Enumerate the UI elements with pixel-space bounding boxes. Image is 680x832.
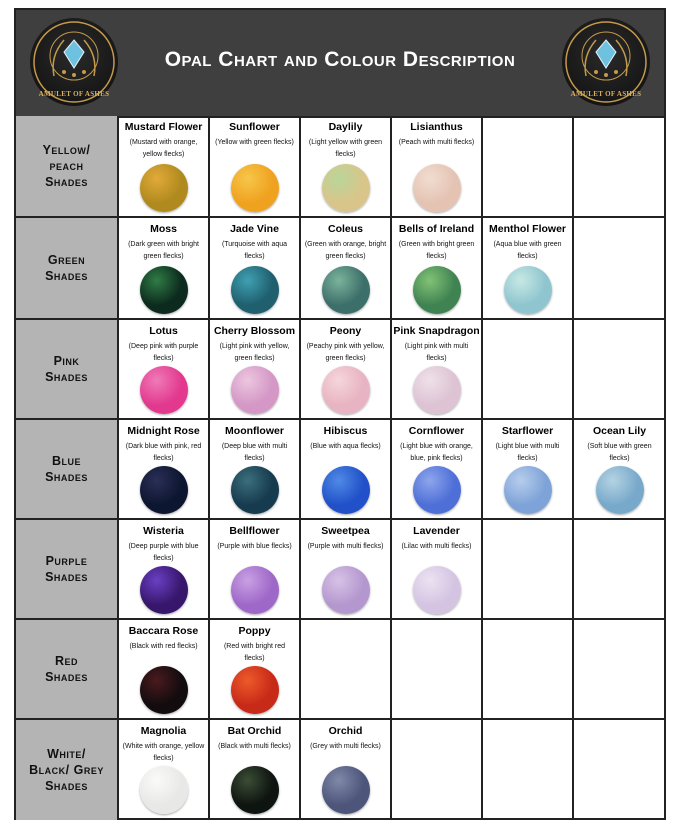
opal-name: Ocean Lily [592, 425, 647, 437]
opal-name: Sweetpea [321, 525, 370, 537]
opal-description: (Light yellow with green flecks) [308, 139, 383, 158]
opal-name: Lotus [149, 325, 178, 337]
opal-stone-swatch [322, 366, 370, 414]
opal-stone-swatch [596, 466, 644, 514]
opal-name: Lisianthus [410, 121, 463, 133]
empty-cell [574, 218, 665, 318]
empty-cell [483, 320, 574, 418]
opal-cell [119, 420, 210, 518]
opal-cell [392, 116, 483, 216]
opal-stone-swatch [231, 466, 279, 514]
opal-name: Pink Snapdragon [393, 325, 480, 337]
opal-cell [210, 720, 301, 820]
row-label-text: Purple Shades [45, 554, 88, 584]
opal-name: Sunflower [229, 121, 280, 133]
row-label [16, 420, 119, 518]
opal-description: (Deep blue with multi flecks) [221, 443, 288, 462]
row-label [16, 520, 119, 618]
opal-description: (Light pink with yellow, green flecks) [219, 343, 290, 362]
row-label [16, 620, 119, 718]
empty-cell [574, 520, 665, 618]
opal-name: Orchid [328, 725, 363, 737]
opal-description: (Green with bright green flecks) [398, 241, 475, 260]
opal-cell [210, 116, 301, 216]
opal-cell [392, 320, 483, 418]
opal-stone-swatch [322, 266, 370, 314]
opal-description: (Mustard with orange, yellow flecks) [129, 139, 198, 158]
opal-name: Cornflower [408, 425, 465, 437]
opal-chart [14, 8, 666, 820]
empty-cell [574, 720, 665, 820]
opal-description: (Lilac with multi flecks) [401, 543, 472, 550]
opal-description: (Turquoise with aqua flecks) [221, 241, 288, 260]
opal-cell [483, 218, 574, 318]
chart-header [16, 10, 664, 118]
opal-name: Hibiscus [323, 425, 368, 437]
page-title: Opal Chart and Colour Description [164, 48, 516, 71]
opal-name: Moonflower [225, 425, 284, 437]
opal-cell [392, 420, 483, 518]
opal-stone-swatch [231, 266, 279, 314]
shade-row [16, 320, 664, 420]
opal-description: (Soft blue with green flecks) [587, 443, 652, 462]
opal-stone-swatch [413, 366, 461, 414]
shade-row [16, 720, 664, 820]
opal-description: (Light pink with multi flecks) [404, 343, 469, 362]
opal-description: (Aqua blue with green flecks) [493, 241, 562, 260]
shade-row [16, 218, 664, 320]
opal-name: Mustard Flower [124, 121, 203, 133]
empty-cell [392, 620, 483, 718]
opal-cell [119, 520, 210, 618]
opal-name: Bat Orchid [227, 725, 282, 737]
opal-description: (Grey with multi flecks) [310, 743, 381, 750]
opal-name: Wisteria [143, 525, 184, 537]
opal-stone-swatch [140, 366, 188, 414]
opal-cell [301, 320, 392, 418]
opal-description: (Light blue with multi flecks) [495, 443, 560, 462]
row-label-text: White/ Black/ Grey Shades [29, 747, 104, 793]
opal-cell [210, 520, 301, 618]
opal-stone-swatch [231, 366, 279, 414]
opal-cell [301, 116, 392, 216]
opal-stone-swatch [504, 466, 552, 514]
opal-description: (Black with multi flecks) [218, 743, 291, 750]
opal-description: (White with orange, yellow flecks) [122, 743, 205, 762]
opal-name: Magnolia [140, 725, 187, 737]
opal-cell [574, 420, 665, 518]
opal-stone-swatch [322, 566, 370, 614]
opal-name: Moss [150, 223, 177, 235]
opal-name: Cherry Blossom [213, 325, 296, 337]
opal-stone-swatch [413, 466, 461, 514]
row-label [16, 116, 119, 216]
opal-stone-swatch [231, 164, 279, 212]
opal-stone-swatch [140, 164, 188, 212]
opal-cell [210, 420, 301, 518]
amulet-of-ashes-logo [562, 18, 650, 106]
opal-description: (Purple with blue flecks) [217, 543, 292, 550]
opal-stone-swatch [413, 566, 461, 614]
opal-description: (Light blue with orange, blue, pink flecks) [400, 443, 473, 462]
opal-description: (Peach with multi flecks) [398, 139, 475, 146]
opal-cell [483, 420, 574, 518]
opal-stone-swatch [140, 766, 188, 814]
opal-cell [210, 218, 301, 318]
empty-cell [301, 620, 392, 718]
opal-description: (Peachy pink with yellow, green flecks) [306, 343, 385, 362]
row-label-text: Green Shades [45, 253, 88, 283]
opal-stone-swatch [140, 666, 188, 714]
row-label-text: Yellow/ peach Shades [42, 143, 91, 189]
empty-cell [483, 116, 574, 216]
opal-description: (Green with orange, bright green flecks) [304, 241, 387, 260]
opal-description: (Purple with multi flecks) [307, 543, 384, 550]
opal-cell [119, 116, 210, 216]
opal-cell [119, 620, 210, 718]
opal-name: Poppy [238, 625, 271, 637]
opal-description: (Yellow with green flecks) [215, 139, 294, 146]
opal-name: Coleus [327, 223, 363, 235]
opal-name: Baccara Rose [128, 625, 199, 637]
empty-cell [392, 720, 483, 820]
opal-description: (Deep pink with purple flecks) [128, 343, 199, 362]
opal-name: Starflower [501, 425, 554, 437]
opal-name: Bellflower [229, 525, 280, 537]
opal-cell [301, 420, 392, 518]
opal-stone-swatch [140, 566, 188, 614]
opal-name: Bells of Ireland [398, 223, 475, 235]
row-label-text: Pink Shades [45, 354, 88, 384]
opal-name: Lavender [413, 525, 460, 537]
opal-name: Jade Vine [230, 223, 279, 235]
opal-stone-swatch [231, 666, 279, 714]
logo-text: AMULET OF ASHES [38, 90, 110, 98]
shade-row [16, 420, 664, 520]
empty-cell [483, 720, 574, 820]
opal-description: (Dark blue with pink, red flecks) [125, 443, 202, 462]
empty-cell [483, 620, 574, 718]
row-label-text: Blue Shades [45, 454, 88, 484]
opal-name: Midnight Rose [127, 425, 200, 437]
opal-name: Peony [329, 325, 362, 337]
opal-cell [119, 320, 210, 418]
shade-row [16, 116, 664, 218]
opal-cell [301, 520, 392, 618]
opal-stone-swatch [140, 466, 188, 514]
opal-stone-swatch [231, 766, 279, 814]
row-label-text: Red Shades [45, 654, 88, 684]
empty-cell [574, 620, 665, 718]
opal-cell [119, 218, 210, 318]
opal-name: Menthol Flower [489, 223, 566, 235]
opal-description: (Black with red flecks) [129, 643, 198, 650]
opal-stone-swatch [504, 266, 552, 314]
empty-cell [574, 320, 665, 418]
opal-cell [119, 720, 210, 820]
row-label [16, 218, 119, 318]
opal-stone-swatch [413, 164, 461, 212]
opal-stone-swatch [413, 266, 461, 314]
opal-description: (Dark green with bright green flecks) [128, 241, 199, 260]
shade-row [16, 520, 664, 620]
row-label [16, 320, 119, 418]
opal-cell [301, 218, 392, 318]
opal-stone-swatch [322, 164, 370, 212]
opal-stone-swatch [322, 766, 370, 814]
opal-cell [210, 320, 301, 418]
opal-cell [392, 218, 483, 318]
logo-text: AMULET OF ASHES [570, 90, 642, 98]
opal-stone-swatch [231, 566, 279, 614]
row-label [16, 720, 119, 820]
opal-cell [210, 620, 301, 718]
opal-stone-swatch [140, 266, 188, 314]
shade-row [16, 620, 664, 720]
empty-cell [574, 116, 665, 216]
opal-description: (Blue with aqua flecks) [310, 443, 381, 450]
opal-name: Daylily [328, 121, 363, 133]
opal-description: (Red with bright red flecks) [223, 643, 286, 662]
opal-description: (Deep purple with blue flecks) [128, 543, 199, 562]
opal-cell [301, 720, 392, 820]
amulet-of-ashes-logo [30, 18, 118, 106]
opal-stone-swatch [322, 466, 370, 514]
opal-cell [392, 520, 483, 618]
empty-cell [483, 520, 574, 618]
